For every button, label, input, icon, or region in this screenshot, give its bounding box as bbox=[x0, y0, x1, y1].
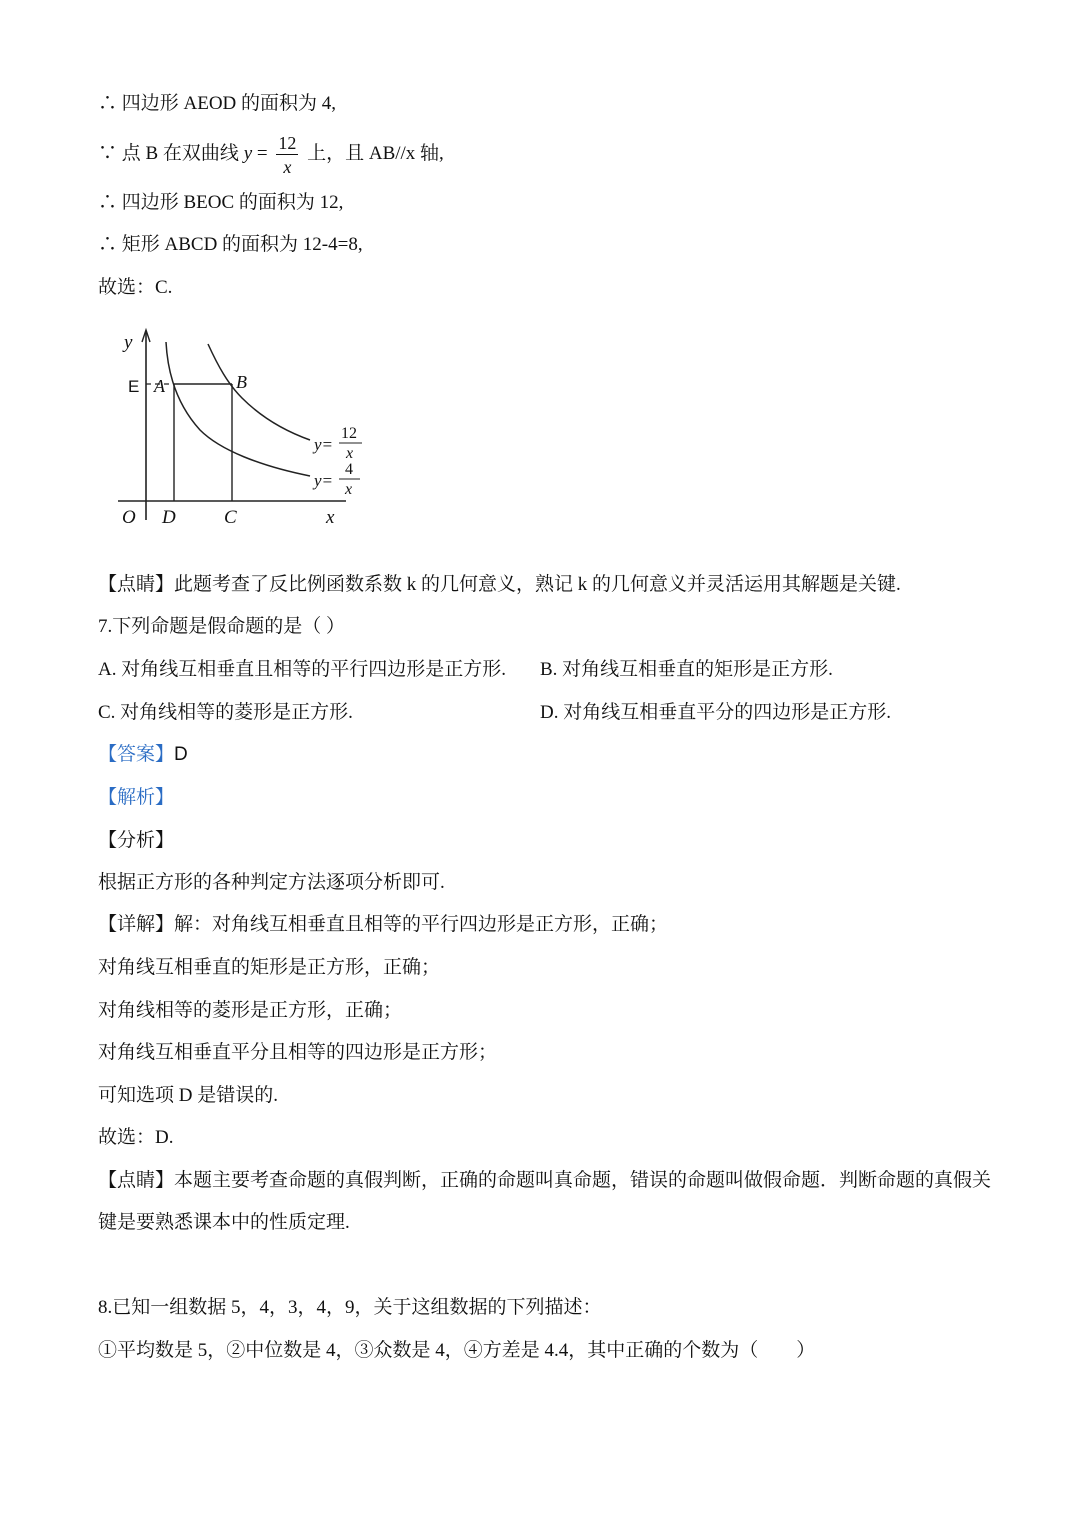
dianjing-line-1: 【点睛】此题考查了反比例函数系数 k 的几何意义，熟记 k 的几何意义并灵活运用其解题是关键. bbox=[98, 574, 901, 595]
y-axis-label: y bbox=[124, 332, 133, 353]
point-c-label: C bbox=[224, 507, 237, 528]
line2-equals: = bbox=[252, 143, 268, 164]
line2-y-variable: y bbox=[243, 143, 253, 164]
xiangjie-line-5: 可知选项 D 是错误的. bbox=[98, 1085, 278, 1106]
x-axis-label: x bbox=[326, 507, 335, 528]
fenxi-text: 根据正方形的各种判定方法逐项分析即可. bbox=[98, 872, 445, 893]
fenxi-heading: 【分析】 bbox=[98, 830, 175, 851]
line2-prefix: ∵ 点 B 在双曲线 bbox=[98, 143, 239, 164]
fraction-denominator: x bbox=[283, 156, 292, 177]
jiexi-heading: 【解析】 bbox=[98, 787, 175, 808]
line2-suffix: 上，且 AB//x 轴, bbox=[307, 143, 444, 164]
question-7-stem: 7.下列命题是假命题的是（ ） bbox=[98, 616, 346, 637]
curve2-denominator: x bbox=[345, 481, 353, 498]
question-7-option-a: A. 对角线互相垂直且相等的平行四边形是正方形. bbox=[98, 659, 506, 680]
point-d-label: D bbox=[162, 507, 176, 528]
point-e-label: E bbox=[128, 377, 140, 396]
solution-line-3: ∴ 四边形 BEOC 的面积为 12, bbox=[98, 192, 344, 213]
xiangjie-line-4: 对角线互相垂直平分且相等的四边形是正方形； bbox=[98, 1042, 498, 1063]
curve1-lhs: y= bbox=[314, 435, 334, 454]
answer-value: D bbox=[174, 744, 188, 765]
origin-label: O bbox=[122, 507, 136, 528]
curve2-numerator: 4 bbox=[345, 461, 353, 478]
solution-line-4: ∴ 矩形 ABCD 的面积为 12-4=8, bbox=[98, 234, 363, 255]
curve-y-12-over-x bbox=[208, 344, 310, 440]
point-a-label: A bbox=[154, 376, 165, 396]
xiangjie-line-2: 对角线互相垂直的矩形是正方形，正确； bbox=[98, 957, 441, 978]
curve1-numerator: 12 bbox=[341, 425, 357, 442]
curve1-denominator: x bbox=[346, 445, 354, 462]
question-8-statements: ①平均数是 5，②中位数是 4，③众数是 4，④方差是 4.4，其中正确的个数为（ ） bbox=[98, 1340, 816, 1361]
fraction-12-over-x bbox=[276, 134, 298, 176]
solution-line-2 bbox=[98, 128, 444, 180]
question-7-option-d: D. 对角线互相垂直平分的四边形是正方形. bbox=[540, 702, 891, 723]
hyperbola-graph bbox=[110, 320, 390, 540]
question-7-option-c: C. 对角线相等的菱形是正方形. bbox=[98, 702, 353, 723]
xiangjie-line-1: 【详解】解：对角线互相垂直且相等的平行四边形是正方形，正确； bbox=[98, 914, 669, 935]
question-8-stem: 8.已知一组数据 5，4，3，4，9，关于这组数据的下列描述： bbox=[98, 1297, 602, 1318]
solution-line-5: 故选：C. bbox=[98, 277, 173, 298]
point-b-label: B bbox=[236, 372, 247, 392]
question-7-option-b: B. 对角线互相垂直的矩形是正方形. bbox=[540, 659, 833, 680]
curve-y-4-over-x bbox=[166, 342, 310, 476]
fraction-numerator: 12 bbox=[278, 132, 297, 153]
xiangjie-line-6: 故选：D. bbox=[98, 1127, 174, 1148]
xiangjie-line-3: 对角线相等的菱形是正方形，正确； bbox=[98, 1000, 403, 1021]
dianjing-2-line-2: 键是要熟悉课本中的性质定理. bbox=[98, 1212, 350, 1233]
answer-line bbox=[98, 743, 188, 767]
solution-line-1: ∴ 四边形 AEOD 的面积为 4, bbox=[98, 93, 337, 114]
dianjing-2-line-1: 【点睛】本题主要考查命题的真假判断，正确的命题叫真命题，错误的命题叫做假命题．判断命题的真假关 bbox=[98, 1170, 992, 1191]
curve2-lhs: y= bbox=[314, 471, 334, 490]
answer-tag: 【答案】 bbox=[98, 744, 175, 765]
